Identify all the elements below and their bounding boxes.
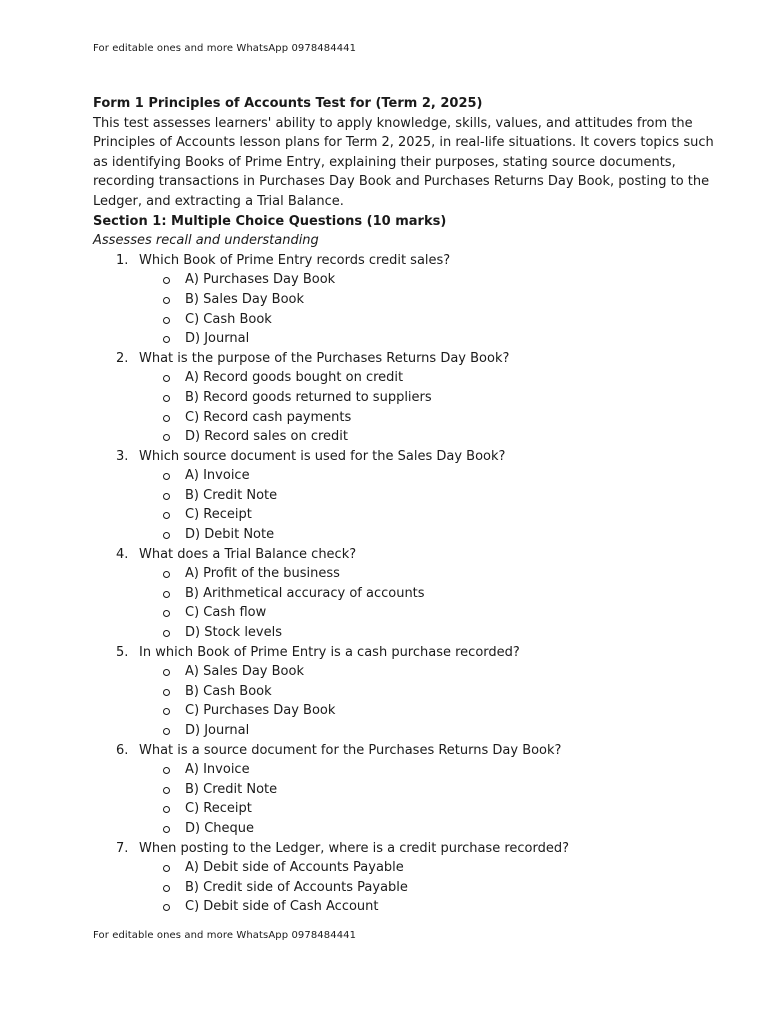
answer-option-text: C) Cash flow bbox=[185, 605, 267, 621]
answer-option-text: A) Profit of the business bbox=[185, 566, 340, 582]
hollow-circle-bullet-icon bbox=[163, 591, 170, 598]
hollow-circle-bullet-icon bbox=[163, 277, 170, 284]
answer-option-text: B) Record goods returned to suppliers bbox=[185, 389, 432, 405]
question-list bbox=[93, 251, 693, 917]
intro-line: This test assesses learners' ability to apply knowledge, skills, values, and attitudes from the bbox=[93, 115, 693, 131]
answer-option bbox=[93, 427, 693, 447]
answer-option bbox=[93, 486, 693, 506]
hollow-circle-bullet-icon bbox=[163, 532, 170, 539]
answer-option-text: D) Stock levels bbox=[185, 625, 283, 641]
hollow-circle-bullet-icon bbox=[163, 512, 170, 519]
answer-option-text: D) Debit Note bbox=[185, 527, 275, 543]
answer-option bbox=[93, 290, 693, 310]
hollow-circle-bullet-icon bbox=[163, 630, 170, 637]
answer-option bbox=[93, 564, 693, 584]
answer-option bbox=[93, 662, 693, 682]
answer-option bbox=[93, 310, 693, 330]
question-text: When posting to the Ledger, where is a credit purchase recorded? bbox=[139, 840, 570, 856]
question-item bbox=[93, 251, 693, 271]
answer-option bbox=[93, 897, 693, 917]
question-text: Which Book of Prime Entry records credit sales? bbox=[139, 252, 451, 268]
question-text: What is a source document for the Purchases Returns Day Book? bbox=[139, 742, 562, 758]
hollow-circle-bullet-icon bbox=[163, 806, 170, 813]
answer-option-text: C) Receipt bbox=[185, 507, 252, 523]
section-heading: Section 1: Multiple Choice Questions (10 marks) bbox=[93, 213, 447, 229]
answer-option bbox=[93, 780, 693, 800]
answer-option-text: A) Purchases Day Book bbox=[185, 272, 336, 288]
hollow-circle-bullet-icon bbox=[163, 689, 170, 696]
hollow-circle-bullet-icon bbox=[163, 728, 170, 735]
hollow-circle-bullet-icon bbox=[163, 787, 170, 794]
hollow-circle-bullet-icon bbox=[163, 493, 170, 500]
answer-option bbox=[93, 525, 693, 545]
question-number: 6. bbox=[116, 742, 129, 758]
hollow-circle-bullet-icon bbox=[163, 415, 170, 422]
hollow-circle-bullet-icon bbox=[163, 904, 170, 911]
question-item bbox=[93, 839, 693, 859]
question-item bbox=[93, 545, 693, 565]
question-number: 3. bbox=[116, 448, 129, 464]
answer-option bbox=[93, 701, 693, 721]
page-footer-note: For editable ones and more WhatsApp 0978484441 bbox=[93, 930, 357, 941]
hollow-circle-bullet-icon bbox=[163, 885, 170, 892]
hollow-circle-bullet-icon bbox=[163, 826, 170, 833]
intro-line: recording transactions in Purchases Day Book and Purchases Returns Day Book, posting to the bbox=[93, 174, 710, 190]
hollow-circle-bullet-icon bbox=[163, 297, 170, 304]
answer-option-text: A) Sales Day Book bbox=[185, 664, 304, 680]
question-text: In which Book of Prime Entry is a cash purchase recorded? bbox=[139, 644, 520, 660]
question-text: What is the purpose of the Purchases Returns Day Book? bbox=[139, 350, 510, 366]
intro-line: as identifying Books of Prime Entry, explaining their purposes, stating source documents, bbox=[93, 154, 676, 170]
answer-option bbox=[93, 388, 693, 408]
answer-option bbox=[93, 878, 693, 898]
answer-option bbox=[93, 721, 693, 741]
hollow-circle-bullet-icon bbox=[163, 395, 170, 402]
answer-option-text: B) Credit side of Accounts Payable bbox=[185, 879, 408, 895]
document-body bbox=[93, 94, 714, 917]
answer-option bbox=[93, 466, 693, 486]
hollow-circle-bullet-icon bbox=[163, 375, 170, 382]
answer-option-text: A) Invoice bbox=[185, 468, 250, 484]
answer-option bbox=[93, 760, 693, 780]
answer-option-text: B) Cash Book bbox=[185, 683, 272, 699]
answer-option-text: A) Record goods bought on credit bbox=[185, 370, 404, 386]
question-item bbox=[93, 741, 693, 761]
answer-option bbox=[93, 270, 693, 290]
question-item bbox=[93, 643, 693, 663]
answer-option-text: B) Credit Note bbox=[185, 487, 278, 503]
answer-option bbox=[93, 623, 693, 643]
question-text: What does a Trial Balance check? bbox=[139, 546, 357, 562]
answer-option bbox=[93, 408, 693, 428]
answer-option-text: D) Cheque bbox=[185, 820, 255, 836]
section-subheading: Assesses recall and understanding bbox=[93, 233, 319, 249]
intro-paragraph bbox=[93, 114, 714, 212]
answer-option-text: C) Record cash payments bbox=[185, 409, 352, 425]
answer-option-text: B) Sales Day Book bbox=[185, 291, 305, 307]
hollow-circle-bullet-icon bbox=[163, 434, 170, 441]
hollow-circle-bullet-icon bbox=[163, 336, 170, 343]
question-item bbox=[93, 349, 693, 369]
question-number: 7. bbox=[116, 840, 129, 856]
question-number: 1. bbox=[116, 252, 129, 268]
answer-option-text: B) Credit Note bbox=[185, 781, 278, 797]
hollow-circle-bullet-icon bbox=[163, 610, 170, 617]
question-item bbox=[93, 447, 693, 467]
answer-option-text: C) Receipt bbox=[185, 801, 252, 817]
answer-option bbox=[93, 584, 693, 604]
hollow-circle-bullet-icon bbox=[163, 571, 170, 578]
page-header-note: For editable ones and more WhatsApp 0978484441 bbox=[93, 43, 357, 54]
hollow-circle-bullet-icon bbox=[163, 767, 170, 774]
question-text: Which source document is used for the Sales Day Book? bbox=[139, 448, 506, 464]
hollow-circle-bullet-icon bbox=[163, 669, 170, 676]
answer-option bbox=[93, 858, 693, 878]
hollow-circle-bullet-icon bbox=[163, 317, 170, 324]
answer-option-text: B) Arithmetical accuracy of accounts bbox=[185, 585, 425, 601]
answer-option-text: C) Debit side of Cash Account bbox=[185, 899, 379, 915]
answer-option bbox=[93, 603, 693, 623]
answer-option-text: C) Cash Book bbox=[185, 311, 272, 327]
answer-option-text: A) Invoice bbox=[185, 762, 250, 778]
answer-option bbox=[93, 799, 693, 819]
question-number: 2. bbox=[116, 350, 129, 366]
hollow-circle-bullet-icon bbox=[163, 708, 170, 715]
answer-option-text: C) Purchases Day Book bbox=[185, 703, 336, 719]
question-number: 4. bbox=[116, 546, 129, 562]
answer-option bbox=[93, 682, 693, 702]
question-number: 5. bbox=[116, 644, 129, 660]
hollow-circle-bullet-icon bbox=[163, 473, 170, 480]
hollow-circle-bullet-icon bbox=[163, 865, 170, 872]
answer-option bbox=[93, 329, 693, 349]
intro-line: Ledger, and extracting a Trial Balance. bbox=[93, 193, 344, 209]
answer-option-text: A) Debit side of Accounts Payable bbox=[185, 860, 404, 876]
answer-option-text: D) Record sales on credit bbox=[185, 429, 349, 445]
answer-option bbox=[93, 505, 693, 525]
intro-line: Principles of Accounts lesson plans for Term 2, 2025, in real-life situations. It covers topics such bbox=[93, 135, 714, 151]
answer-option-text: D) Journal bbox=[185, 723, 250, 738]
answer-option bbox=[93, 819, 693, 839]
document-title: Form 1 Principles of Accounts Test for (Term 2, 2025) bbox=[93, 96, 483, 111]
answer-option-text: D) Journal bbox=[185, 331, 250, 347]
answer-option bbox=[93, 368, 693, 388]
